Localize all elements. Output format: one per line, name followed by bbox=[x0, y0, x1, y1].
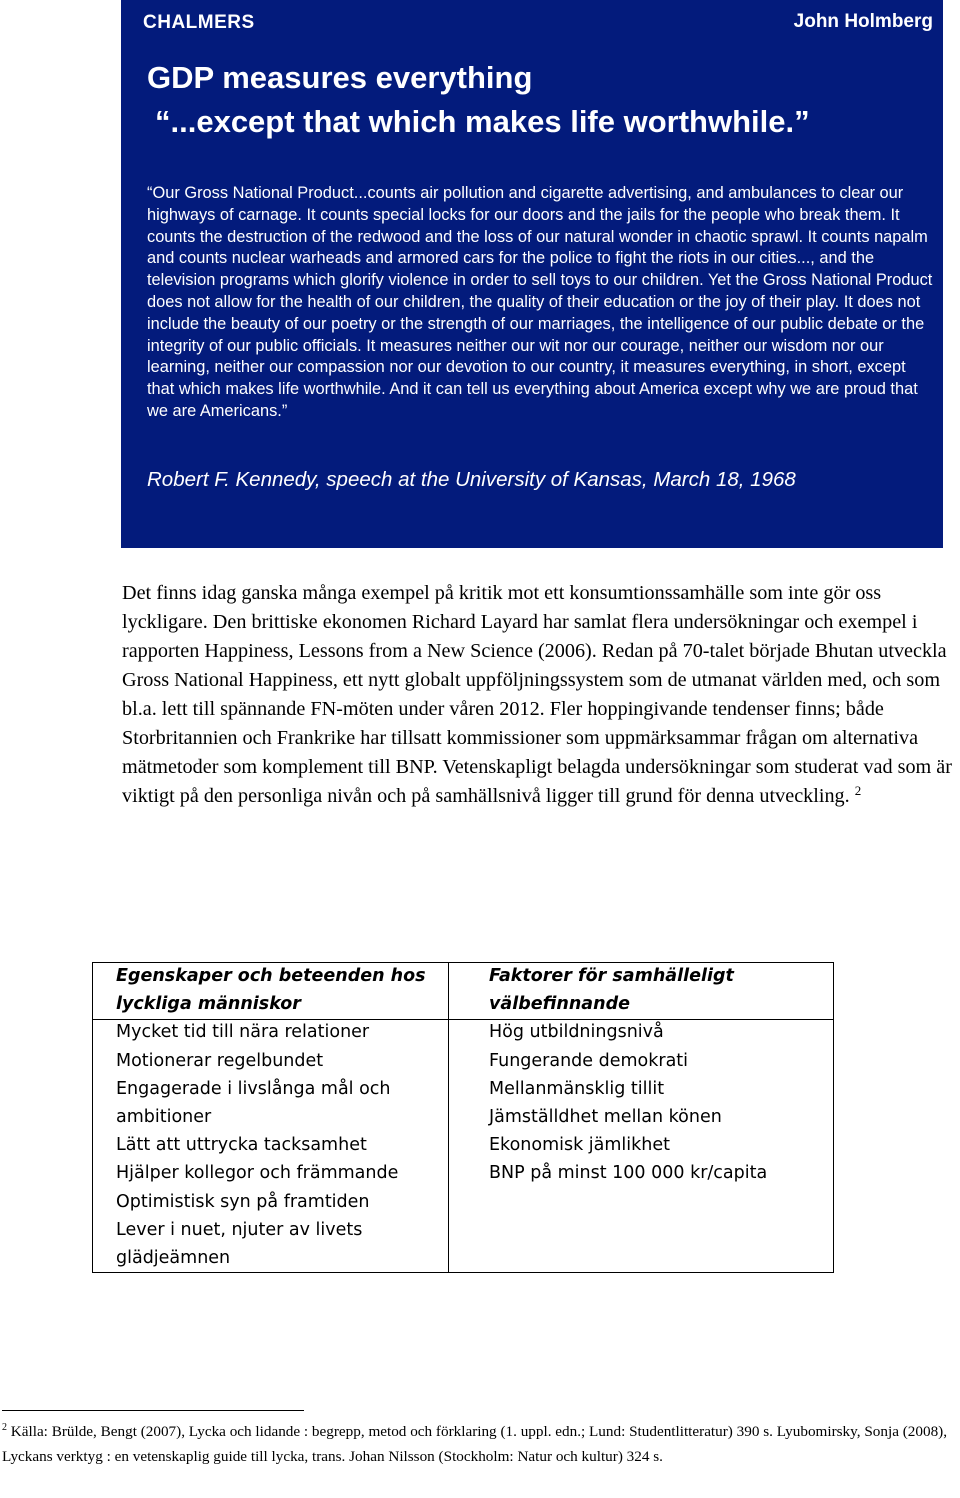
left-list-item: Mycket tid till nära relationer bbox=[116, 1022, 370, 1043]
right-list-item: Ekonomisk jämlikhet bbox=[489, 1135, 671, 1156]
right-list-item: Hög utbildningsnivå bbox=[489, 1022, 664, 1043]
body-paragraph bbox=[122, 579, 960, 811]
slide-citation: Robert F. Kennedy, speech at the University of Kansas, March 18, 1968 bbox=[147, 468, 796, 491]
table-column-left bbox=[93, 963, 449, 1272]
left-list-item: Lätt att uttrycka tacksamhet bbox=[116, 1135, 367, 1156]
right-list-item: Mellanmänsklig tillit bbox=[489, 1078, 665, 1099]
left-item-list bbox=[116, 1018, 448, 1272]
right-list-item: BNP på minst 100 000 kr/capita bbox=[489, 1163, 768, 1184]
table-header-right: Faktorer för samhälleligt välbefinnande bbox=[489, 966, 734, 1015]
right-item-list bbox=[489, 1018, 833, 1187]
slide-quote: “Our Gross National Product...counts air pollution and cigarette advertising, and ambulances to clear our highways of carnage. It counts special locks for our doors and the jails for the people who break them. It counts the destruction of the redwood and the loss of our natural wonder in chaotic sprawl. It counts napalm and counts nuclear warheads and armored cars for the police to fight the riots in our cities..., and the television programs which glorify violence in order to sell toys to our children. Yet the Gross National Product does not allow for the health of our children, the quality of their education or the joy of their play. It does not include the beauty of our poetry or the strength of our marriages, the intelligence of our public debate or the integrity of our public officials. It measures neither our wit nor our courage, neither our wisdom nor our learning, neither our compassion nor our devotion to our country, it measures everything, in short, except that which makes life worthwhile. And it can tell us everything about America except why we are proud that we are Americans.” bbox=[147, 184, 933, 420]
footnote-separator bbox=[2, 1410, 304, 1411]
presentation-slide-image bbox=[121, 0, 943, 548]
footnote-reference: 2 bbox=[854, 783, 862, 798]
slide-title-line-2: “...except that which makes life worthwhile.” bbox=[155, 104, 810, 139]
left-list-item: Engagerade i livslånga mål och ambitioner bbox=[116, 1078, 391, 1128]
left-list-item: Hjälper kollegor och främmande bbox=[116, 1163, 399, 1184]
slide-author: John Holmberg bbox=[793, 11, 933, 32]
left-list-item: Motionerar regelbundet bbox=[116, 1050, 324, 1071]
right-list-item: Jämställdhet mellan könen bbox=[489, 1107, 722, 1128]
happiness-table bbox=[92, 962, 834, 1273]
chalmers-logo: CHALMERS bbox=[143, 12, 255, 33]
slide-title bbox=[147, 56, 937, 144]
table-header-left: Egenskaper och beteenden hos lyckliga människor bbox=[116, 966, 426, 1015]
left-list-item: Optimistisk syn på framtiden bbox=[116, 1191, 370, 1212]
body-paragraph-text: Det finns idag ganska många exempel på kritik mot ett konsumtionssamhälle som inte gör oss lyckligare. Den brittiske ekonomen Richard Layard har samlat flera undersökningar och exempel i rapporten Happiness, Lessons from a New Science (2006). Redan på 70-talet började Bhutan utveckla Gross National Happiness, ett nytt globalt uppföljningssystem som de utmanat världen med, och som bl.a. lett till spännande FN-möten under våren 2012. Fler hoppingivande tendenser finns; både Storbritannien och Frankrike har tillsatt kommissioner som uppmärksammar frågan om alternativa mätmetoder som komplement till BNP. Vetenskapligt belagda undersökningar som studerat vad som är viktigt på den personliga nivån och på samhällsnivå ligger till grund för denna utveckling. bbox=[122, 582, 952, 807]
right-list-item: Fungerande demokrati bbox=[489, 1050, 689, 1071]
footnote-text: Källa: Brülde, Bengt (2007), Lycka och lidande : begrepp, metod och förklaring (1. uppl. edn.; Lund: Studentlitteratur) 390 s. Lyubomirsky, Sonja (2008), Lyckans verktyg : en vetenskaplig guide till lycka, trans. Johan Nilsson (Stockholm: Natur och kultur) 324 s. bbox=[2, 1423, 948, 1465]
table-column-right bbox=[449, 963, 833, 1272]
footnote bbox=[2, 1419, 960, 1469]
slide-title-line-1: GDP measures everything bbox=[147, 60, 533, 95]
left-list-item: Lever i nuet, njuter av livets glädjeämnen bbox=[116, 1219, 363, 1269]
footnote-number: 2 bbox=[2, 1422, 7, 1433]
slide-header bbox=[121, 0, 943, 44]
